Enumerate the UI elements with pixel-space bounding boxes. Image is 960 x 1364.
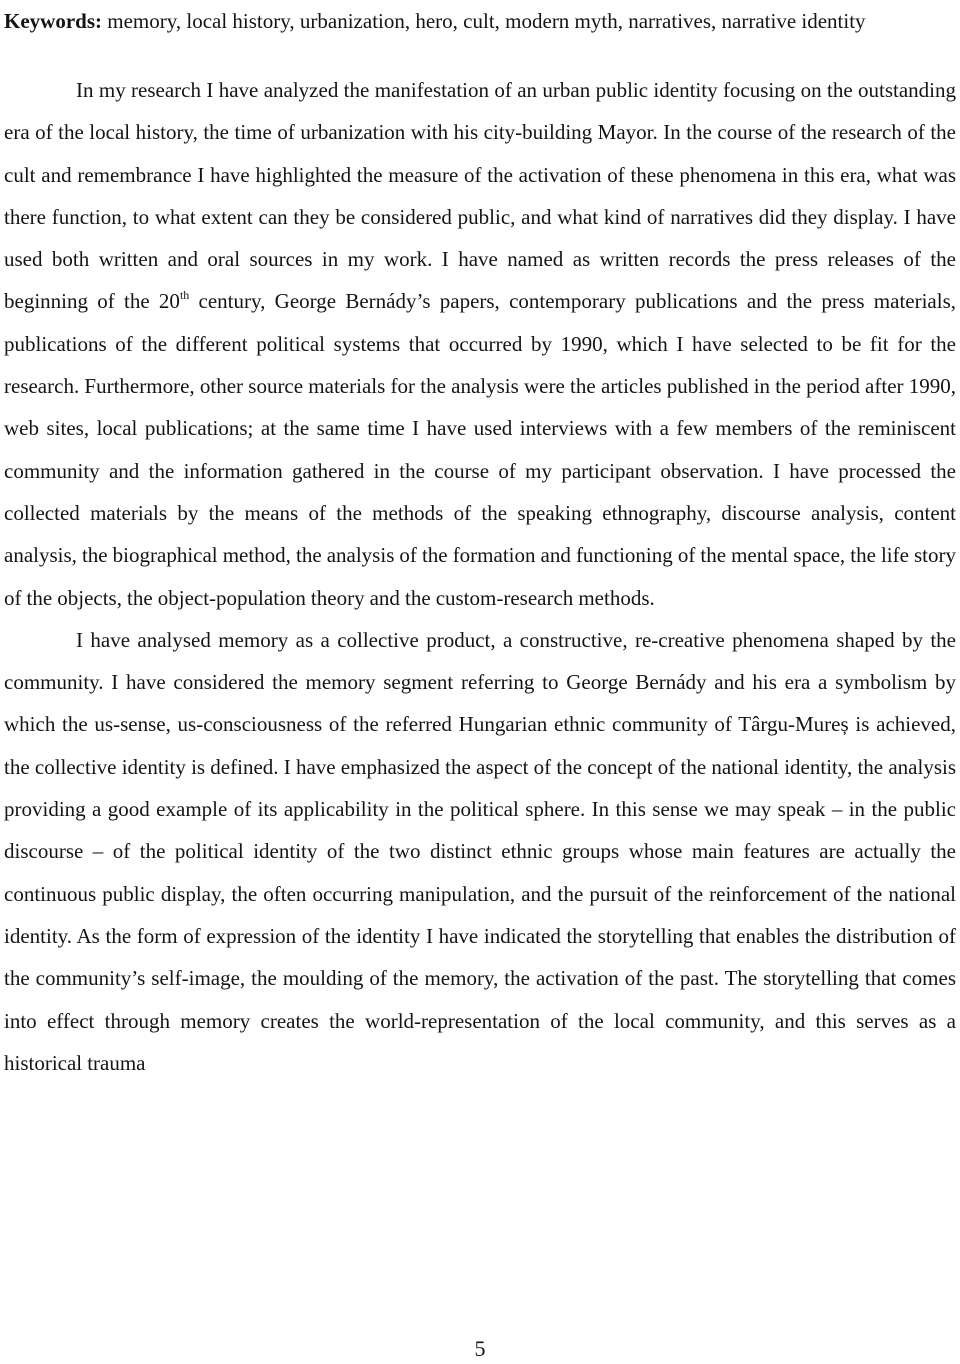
body-paragraph-2 — [4, 619, 956, 1084]
keywords-line — [4, 0, 956, 42]
ordinal-superscript: th — [179, 288, 190, 303]
body-paragraph-1 — [4, 69, 956, 619]
paragraph-2-text: I have analysed memory as a collective product, a constructive, re-creative phenomena shaped by the community. I have considered the memory segment referring to George Bernády and his era a symbolism by which the us-sense, us-consciousness of the referred Hungarian ethnic community of Târgu-Mureș is achieved, the collective identity is defined. I have emphasized the aspect of the concept of the national identity, the analysis providing a good example of its applicability in the political sphere. In this sense we may speak – in the public discourse – of the political identity of the two distinct ethnic groups whose main features are actually the continuous public display, the often occurring manipulation, and the pursuit of the reinforcement of the national identity. As the form of expression of the identity I have indicated the storytelling that enables the distribution of the community’s self-image, the moulding of the memory, the activation of the past. The storytelling that comes into effect through memory creates the world-representation of the local community, and this serves as a historical trauma — [4, 627, 956, 1075]
page-number: 5 — [474, 1336, 486, 1361]
keywords-label: Keywords: — [4, 9, 102, 33]
paragraph-1-text-a: In my research I have analyzed the manifestation of an urban public identity focusing on the outstanding era of the local history, the time of urbanization with his city-building Mayor. In the course of the research of the cult and remembrance I have highlighted the measure of the activation of these phenomena in this era, what was there function, to what extent can they be considered public, and what kind of narratives did they display. I have used both written and oral sources in my work. I have named as written records the press releases of the beginning of the 20 — [4, 78, 956, 314]
document-page — [4, 0, 956, 1084]
keywords-list: memory, local history, urbanization, hero, cult, modern myth, narratives, narrative identity — [107, 9, 866, 33]
paragraph-1-text-b: century, George Bernády’s papers, contemporary publications and the press materials, publications of the different political systems that occurred by 1990, which I have selected to be fit for the research. Furthermore, other source materials for the analysis were the articles published in the period after 1990, web sites, local publications; at the same time I have used interviews with a few members of the reminiscent community and the information gathered in the course of my participant observation. I have processed the collected materials by the means of the methods of the speaking ethnography, discourse analysis, content analysis, the biographical method, the analysis of the formation and functioning of the mental space, the life story of the objects, the object-population theory and the custom-research methods. — [4, 289, 956, 610]
